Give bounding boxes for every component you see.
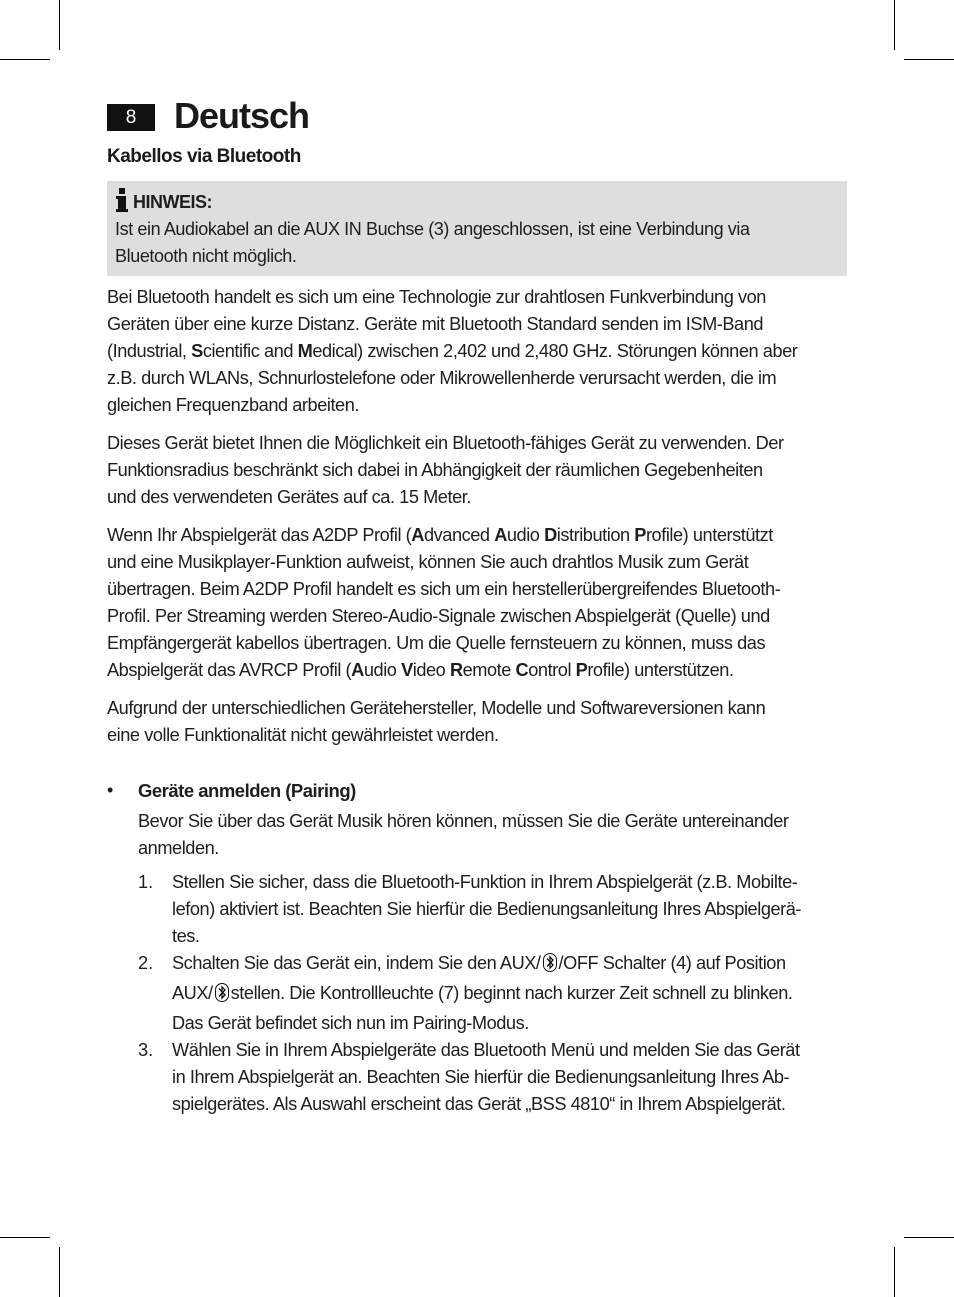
text-line: Das Gerät befindet sich nun im Pairing-Modus. xyxy=(172,1013,529,1033)
text-line: Geräten über eine kurze Distanz. Geräte mit Bluetooth Standard senden im ISM-Band xyxy=(107,314,764,334)
text-line: lefon) aktiviert ist. Beachten Sie hierfür die Bedienungsanleitung Ihres Abspielgerä- xyxy=(172,899,802,919)
paragraph-range xyxy=(107,430,849,511)
text-line: eine volle Funktionalität nicht gewährleistet werden. xyxy=(107,725,499,745)
body-text xyxy=(107,284,849,760)
text-line: gleichen Frequenzband arbeiten. xyxy=(107,395,359,415)
step-text xyxy=(172,950,850,1037)
text-line: tes. xyxy=(172,926,200,946)
paragraph-a2dp xyxy=(107,522,849,684)
note-line: Bluetooth nicht möglich. xyxy=(115,246,297,266)
text-line: Bei Bluetooth handelt es sich um eine Technologie zur drahtlosen Funkverbindung von xyxy=(107,287,766,307)
pairing-title: Geräte anmelden (Pairing) xyxy=(138,780,356,801)
step-number: 2. xyxy=(138,953,154,973)
text-line: in Ihrem Abspielgerät an. Beachten Sie hierfür die Bedienungsanleitung Ihres Ab- xyxy=(172,1067,790,1087)
text-line: z.B. durch WLANs, Schnurlostelefone oder Mikrowellenherde verursacht werden, die im xyxy=(107,368,777,388)
text-line: Funktionsradius beschränkt sich dabei in Abhängigkeit der räumlichen Gegebenheiten xyxy=(107,460,763,480)
crop-mark xyxy=(904,59,954,60)
text-line: spielgerätes. Als Auswahl erscheint das Gerät „BSS 4810“ in Ihrem Abspielgerät. xyxy=(172,1094,786,1114)
text-line: Empfängergerät kabellos übertragen. Um die Quelle fernsteuern zu können, muss das xyxy=(107,633,766,653)
step-text xyxy=(172,1037,850,1118)
pairing-steps xyxy=(138,869,850,1118)
text-line: Abspielgerät das AVRCP Profil (Audio Video Remote Control Profile) unterstützen. xyxy=(107,660,734,680)
paragraph-bluetooth-intro xyxy=(107,284,849,419)
text-line: Wählen Sie in Ihrem Abspielgeräte das Bluetooth Menü und melden Sie das Gerät xyxy=(172,1040,800,1060)
language-title: Deutsch xyxy=(174,95,310,136)
text-line: (Industrial, Scientific and Medical) zwischen 2,402 und 2,480 GHz. Störungen können aber xyxy=(107,341,798,361)
page-number: 8 xyxy=(107,104,155,131)
paragraph-compatibility xyxy=(107,695,849,749)
text-line: Wenn Ihr Abspielgerät das A2DP Profil (Advanced Audio Distribution Profile) unterstützt xyxy=(107,525,773,545)
text-line: /OFF Schalter (4) auf Position xyxy=(558,953,786,973)
note-header xyxy=(115,189,839,215)
text-line: Bevor Sie über das Gerät Musik hören können, müssen Sie die Geräte untereinander xyxy=(138,811,789,831)
info-icon xyxy=(115,188,129,217)
note-label: HINWEIS: xyxy=(133,191,212,212)
crop-mark xyxy=(894,1247,895,1297)
text-line: Profil. Per Streaming werden Stereo-Audio-Signale zwischen Abspielgerät (Quelle) und xyxy=(107,606,770,626)
step-1 xyxy=(138,869,850,950)
bullet: • xyxy=(107,780,114,800)
note-box xyxy=(107,181,847,276)
text-line: Aufgrund der unterschiedlichen Gerätehersteller, Modelle und Softwareversionen kann xyxy=(107,698,766,718)
text-line: anmelden. xyxy=(138,838,219,858)
note-line: Ist ein Audiokabel an die AUX IN Buchse (3) angeschlossen, ist eine Verbindung via xyxy=(115,219,750,239)
step-2 xyxy=(138,950,850,1037)
section-title: Kabellos via Bluetooth xyxy=(107,146,301,167)
text-line: AUX/ xyxy=(172,983,213,1003)
text-line: und eine Musikplayer-Funktion aufweist, können Sie auch drahtlos Musik zum Gerät xyxy=(107,552,749,572)
step-number: 1. xyxy=(138,872,154,892)
bluetooth-icon xyxy=(215,983,229,1010)
pairing-intro xyxy=(138,808,848,862)
text-line: und des verwendeten Gerätes auf ca. 15 Meter. xyxy=(107,487,471,507)
text-line: Schalten Sie das Gerät ein, indem Sie den AUX/ xyxy=(172,953,541,973)
text-line: übertragen. Beim A2DP Profil handelt es sich um ein herstellerübergreifendes Bluetooth- xyxy=(107,579,781,599)
step-number: 3. xyxy=(138,1040,154,1060)
crop-mark xyxy=(904,1237,954,1238)
crop-mark xyxy=(59,1247,60,1297)
step-text xyxy=(172,869,850,950)
text-line: stellen. Die Kontrollleuchte (7) beginnt nach kurzer Zeit schnell zu blinken. xyxy=(230,983,793,1003)
crop-mark xyxy=(894,0,895,50)
bluetooth-icon xyxy=(543,953,557,980)
crop-mark xyxy=(0,59,50,60)
note-text xyxy=(115,216,839,270)
step-3 xyxy=(138,1037,850,1118)
crop-mark xyxy=(0,1237,50,1238)
text-line: Stellen Sie sicher, dass die Bluetooth-Funktion in Ihrem Abspielgerät (z.B. Mobilte- xyxy=(172,872,798,892)
crop-mark xyxy=(59,0,60,50)
text-line: Dieses Gerät bietet Ihnen die Möglichkeit ein Bluetooth-fähiges Gerät zu verwenden. Der xyxy=(107,433,784,453)
